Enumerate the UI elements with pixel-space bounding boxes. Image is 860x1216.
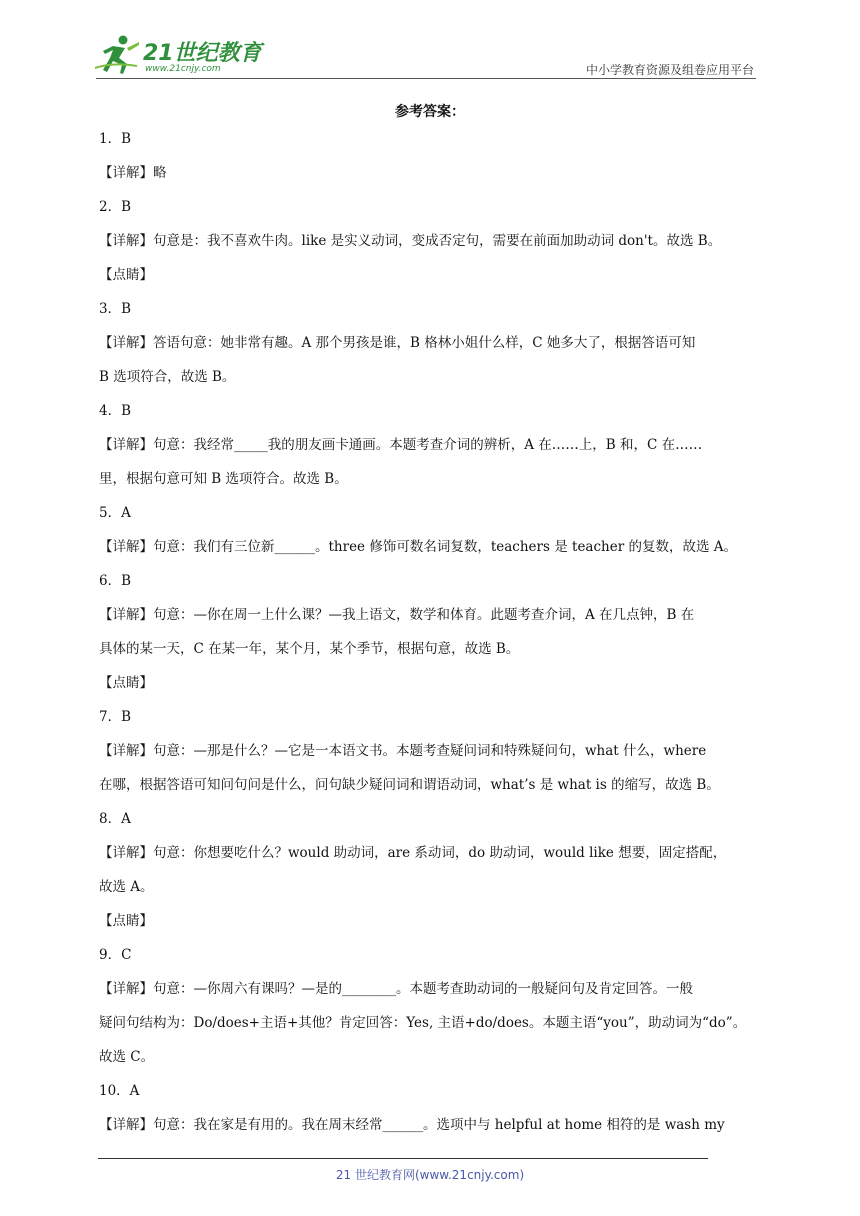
answer-line: 【详解】句意：我们有三位新______。three 修饰可数名词复数，teachers 是 teacher 的复数，故选 A。 [99, 539, 738, 555]
footer-link[interactable]: 21 世纪教育网(www.21cnjy.com) [335, 1168, 525, 1182]
answer-line: 里，根据句意可知 B 选项符合。故选 B。 [99, 471, 348, 487]
answer-line: 具体的某一天，C 在某一年，某个月，某个季节，根据句意，故选 B。 [99, 641, 520, 657]
answer-line: 9．C [99, 947, 132, 963]
answer-line: 【详解】句意：我经常_____我的朋友画卡通画。本题考查介词的辨析，A 在……上，B 和，C 在…… [99, 437, 703, 453]
answer-line: 【详解】句意：你想要吃什么？would 助动词，are 系动词，do 助动词，would like 想要，固定搭配， [99, 845, 727, 861]
header-divider [96, 78, 756, 79]
answer-line: 2．B [99, 199, 132, 215]
answer-line: 故选 C。 [99, 1049, 155, 1065]
runner-logo-icon [93, 34, 141, 76]
answer-line: 在哪，根据答语可知问句问是什么，问句缺少疑问词和谓语动词，what’s 是 what is 的缩写，故选 B。 [99, 777, 720, 793]
answer-line: B 选项符合，故选 B。 [99, 369, 236, 385]
answer-line: 疑问句结构为：Do/does+主语+其他？肯定回答：Yes, 主语+do/does。本题主语“you”，助动词为“do”。 [99, 1015, 747, 1031]
answer-line: 4．B [99, 403, 132, 419]
answer-line: 【详解】句意：我在家是有用的。我在周末经常______。选项中与 helpful at home 相符的是 wash my [99, 1117, 725, 1133]
logo-url: www.21cnjy.com [145, 64, 221, 74]
answer-line: 【点睛】 [99, 267, 153, 283]
answer-line: 6．B [99, 573, 132, 589]
answer-line: 【详解】句意：—你周六有课吗？—是的________。本题考查助动词的一般疑问句及肯定回答。一般 [99, 981, 693, 997]
footer-divider [98, 1158, 708, 1159]
answer-line: 【详解】句意：—你在周一上什么课？—我上语文，数学和体育。此题考查介词，A 在几点钟，B 在 [99, 607, 695, 623]
answer-line: 【点睛】 [99, 913, 153, 929]
logo-text: 21世纪教育 [143, 41, 262, 66]
answer-line: 1．B [99, 131, 132, 147]
answer-line: 5．A [99, 505, 131, 521]
site-logo[interactable] [93, 34, 263, 78]
answer-title: 参考答案： [395, 104, 465, 120]
page-header [0, 0, 860, 80]
answer-line: 8．A [99, 811, 131, 827]
answer-line: 【详解】句意：—那是什么？—它是一本语文书。本题考查疑问词和特殊疑问句，what 什么，where [99, 743, 707, 759]
answer-line: 10．A [99, 1083, 140, 1099]
answer-line: 故选 A。 [99, 879, 154, 895]
answer-line: 3．B [99, 301, 132, 317]
answer-content [99, 122, 761, 1142]
answer-line: 【详解】句意是：我不喜欢牛肉。like 是实义动词，变成否定句，需要在前面加助动词 don't。故选 B。 [99, 233, 722, 249]
answer-line: 【详解】答语句意：她非常有趣。A 那个男孩是谁，B 格林小姐什么样，C 她多大了，根据答语可知 [99, 335, 696, 351]
answer-line: 7．B [99, 709, 132, 725]
answer-line: 【点睛】 [99, 675, 153, 691]
platform-label: 中小学教育资源及组卷应用平台 [585, 63, 754, 77]
answer-line: 【详解】略 [99, 165, 167, 181]
